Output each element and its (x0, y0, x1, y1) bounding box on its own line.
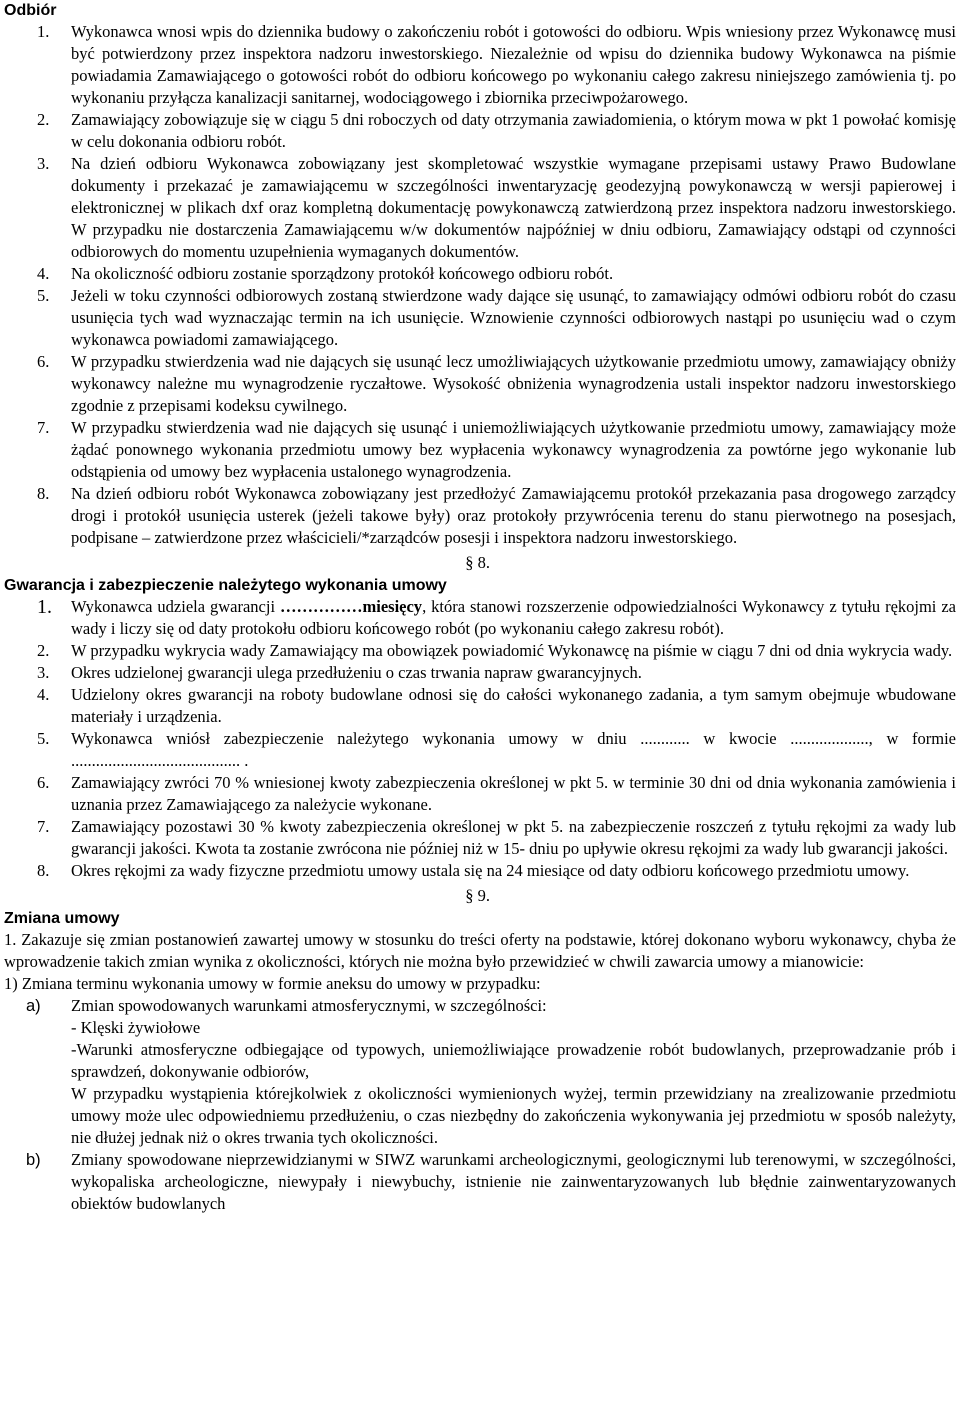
paragraph-1-1: 1) Zmiana terminu wykonania umowy w formie aneksu do umowy w przypadku: (4, 974, 541, 993)
list-item (4, 21, 956, 109)
list-item (4, 640, 956, 662)
subitem-text (71, 995, 956, 1149)
list-item (4, 684, 956, 728)
item-text: Na okoliczność odbioru zostanie sporządzony protokół końcowego odbioru robót. (71, 264, 614, 283)
item-number: 6. (37, 352, 50, 371)
item-text: W przypadku stwierdzenia wad nie dających się usunąć lecz umożliwiających użytkowanie przedmiotu umowy, zamawiający obniży wykonawcy należne mu wynagrodzenie ryczałtowe. Wysokość obniżenia wynagrodzenia ustali inspektor nadzoru inwestorskiego zgodnie z przepisami kodeksu cywilnego. (71, 352, 956, 415)
item-number: 7. (37, 418, 50, 437)
item-number: 1. (37, 22, 50, 41)
list-item (4, 483, 956, 549)
item-number: 2. (37, 110, 50, 129)
subitem-a-intro: Zmian spowodowanych warunkami atmosferycznymi, w szczególności: (71, 996, 547, 1015)
subitem-b (4, 1149, 956, 1215)
odbior-list (4, 21, 956, 549)
list-item (4, 417, 956, 483)
list-item (4, 109, 956, 153)
item-text: W przypadku wykrycia wady Zamawiający ma obowiązek powiadomić Wykonawcę na piśmie w ciągu 7 dni od dnia wykrycia wady. (71, 641, 953, 660)
warranty-months-blank: ……………miesięcy (280, 597, 423, 616)
list-item (4, 153, 956, 263)
item-number: 4. (37, 685, 50, 704)
item-number: 7. (37, 817, 50, 836)
item-text: Na dzień odbioru Wykonawca zobowiązany jest skompletować wszystkie wymagane przepisami ustawy Prawo Budowlane dokumenty i przekazać je zamawiającemu w szczególności inwentaryzację geodezyjną powykonawczą w wersji papierowej i elektronicznej w plikach dxf oraz kompletną dokumentację powykonawczą zatwierdzoną przez inspektora nadzoru inwestorskiego. W przypadku nie dostarczenia Zamawiającemu w/w dokumentów najpóźniej w dniu odbioru, Zamawiający odstąpi od czynności odbiorowych do momentu uzupełnienia wymaganych dokumentów. (71, 154, 956, 261)
list-item (4, 263, 956, 285)
item-text-pre: Wykonawca udziela gwarancji (71, 597, 280, 616)
item-number: 1. (37, 596, 52, 618)
list-item (4, 285, 956, 351)
item-text: Jeżeli w toku czynności odbiorowych zostaną stwierdzone wady dające się usunąć, to zamawiający odmówi odbioru robót do czasu usunięcia tych wad wyznaczając termin na ich usunięcie. Wznowienie czynności odbiorowych nastąpi po usunięciu wad o czym wykonawca powiadomi zamawiającego. (71, 286, 956, 349)
item-text: Zamawiający pozostawi 30 % kwoty zabezpieczenia określonej w pkt 5. na zabezpieczenie roszczeń z tytułu rękojmi za wady lub gwarancji jakości. Kwota ta zostanie zwrócona nie później niż w 15- dniu po upływie okresu rękojmi za wady lub gwarancji jakości. (71, 817, 956, 858)
item-number: 3. (37, 154, 50, 173)
section-number-9: § 9. (465, 886, 490, 905)
list-item (4, 728, 956, 772)
item-number: 8. (37, 861, 50, 880)
list-item (4, 860, 956, 882)
item-text: Okres rękojmi za wady fizyczne przedmiotu umowy ustala się na 24 miesiące od daty odbioru końcowego przedmiotu umowy. (71, 861, 910, 880)
item-text: Wykonawca wniósł zabezpieczenie należytego wykonania umowy w dniu ............ w kwocie ..................., w formie ......................................... . (71, 729, 956, 770)
item-text: Na dzień odbioru robót Wykonawca zobowiązany jest przedłożyć Zamawiającemu protokół przekazania pasa drogowego zarządcy drogi i protokół usunięcia usterek (jeżeli takowe były) oraz protokoły przywrócenia terenu do stanu pierwotnego na posesjach, podpisane – zatwierdzone przez właścicieli/*zarządców posesji i inspektora nadzoru inwestorskiego. (71, 484, 956, 547)
item-text-post: , która stanowi rozszerzenie odpowiedzialności Wykonawcy z tytułu rękojmi za wady i liczy się od daty protokołu odbioru końcowego robót (po wykonaniu całego zakresu robót). (71, 597, 956, 638)
paragraph-1: 1. Zakazuje się zmian postanowień zawartej umowy w stosunku do treści oferty na podstawie, której dokonano wyboru wykonawcy, chyba że wprowadzenie takich zmian wynika z okoliczności, których nie można było przewidzieć w chwili zawarcia umowy a mianowicie: (4, 930, 956, 971)
subitem-a-line-1: - Klęski żywiołowe (71, 1018, 201, 1037)
item-number: 5. (37, 286, 50, 305)
item-number: 5. (37, 729, 50, 748)
heading-gwarancja: Gwarancja i zabezpieczenie należytego wykonania umowy (4, 577, 447, 594)
item-number: 6. (37, 773, 50, 792)
subitem-text: Zmiany spowodowane nieprzewidzianymi w SIWZ warunkami archeologicznymi, geologicznymi lub terenowymi, w szczególności, wykopaliska archeologiczne, niewypały i niewybuchy, istnienie nie zainwentaryzowanych lub błędnie zainwentaryzowanych obiektów budowlanych (71, 1150, 956, 1213)
item-text: Okres udzielonej gwarancji ulega przedłużeniu o czas trwania napraw gwarancyjnych. (71, 663, 642, 682)
heading-odbior: Odbiór (4, 2, 57, 19)
list-item (4, 772, 956, 816)
item-text: W przypadku stwierdzenia wad nie dających się usunąć i uniemożliwiających użytkowanie przedmiotu umowy, zamawiający może żądać ponownego wykonania przedmiotu umowy bez wypłacenia wykonawcy wynagrodzenia za powtórne jego wykonanie lub odstąpienia od umowy bez wypłacenia ustalonego wynagrodzenia. (71, 418, 956, 481)
item-number: 2. (37, 641, 50, 660)
section-number-8: § 8. (465, 553, 490, 572)
gwarancja-list (4, 596, 956, 882)
list-item (4, 662, 956, 684)
item-text: Wykonawca wnosi wpis do dziennika budowy o zakończeniu robót i gotowości do odbioru. Wpis wniesiony przez Wykonawcę musi być potwierdzony przez inspektora nadzoru inwestorskiego. Niezależnie od wpisu do dziennika budowy Wykonawca na piśmie powiadamia Zamawiającego o gotowości robót do odbioru końcowego po wykonaniu całego zakresu niniejszego zamówienia tj. po wykonaniu przyłącza kanalizacji sanitarnej, wodociągowego i zbiornika przeciwpożarowego. (71, 22, 956, 107)
item-number: 3. (37, 663, 50, 682)
subitem-label: b) (26, 1151, 41, 1169)
item-text: Zamawiający zobowiązuje się w ciągu 5 dni roboczych od daty otrzymania zawiadomienia, o którym mowa w pkt 1 powołać komisję w celu dokonania odbioru robót. (71, 110, 956, 151)
subitem-a (4, 995, 956, 1149)
item-text: Zamawiający zwróci 70 % wniesionej kwoty zabezpieczenia określonej w pkt 5. w terminie 30 dni od dnia wykonania zamówienia i uznania przez Zamawiającego za należycie wykonane. (71, 773, 956, 814)
subitem-a-line-2: -Warunki atmosferyczne odbiegające od typowych, uniemożliwiające prowadzenie robót budowlanych, przeprowadzanie prób i sprawdzeń, dokonywanie odbiorów, (71, 1040, 956, 1081)
list-item (4, 596, 956, 640)
list-item (4, 816, 956, 860)
list-item (4, 351, 956, 417)
subitem-a-line-3: W przypadku wystąpienia którejkolwiek z okoliczności wymienionych wyżej, termin przewidziany na zrealizowanie przedmiotu umowy może ulec odpowiedniemu przedłużeniu, o czas niezbędny do zakończenia wykonywania jej przedmiotu w sposób należyty, nie dłużej jednak niż o okres trwania tych okoliczności. (71, 1084, 956, 1147)
item-text (71, 596, 956, 640)
item-number: 4. (37, 264, 50, 283)
heading-zmiana: Zmiana umowy (4, 910, 120, 927)
item-number: 8. (37, 484, 50, 503)
item-text: Udzielony okres gwarancji na roboty budowlane odnosi się do całości wykonanego zadania, a tym samym obejmuje wbudowane materiały i urządzenia. (71, 685, 956, 726)
subitem-label: a) (26, 997, 41, 1015)
